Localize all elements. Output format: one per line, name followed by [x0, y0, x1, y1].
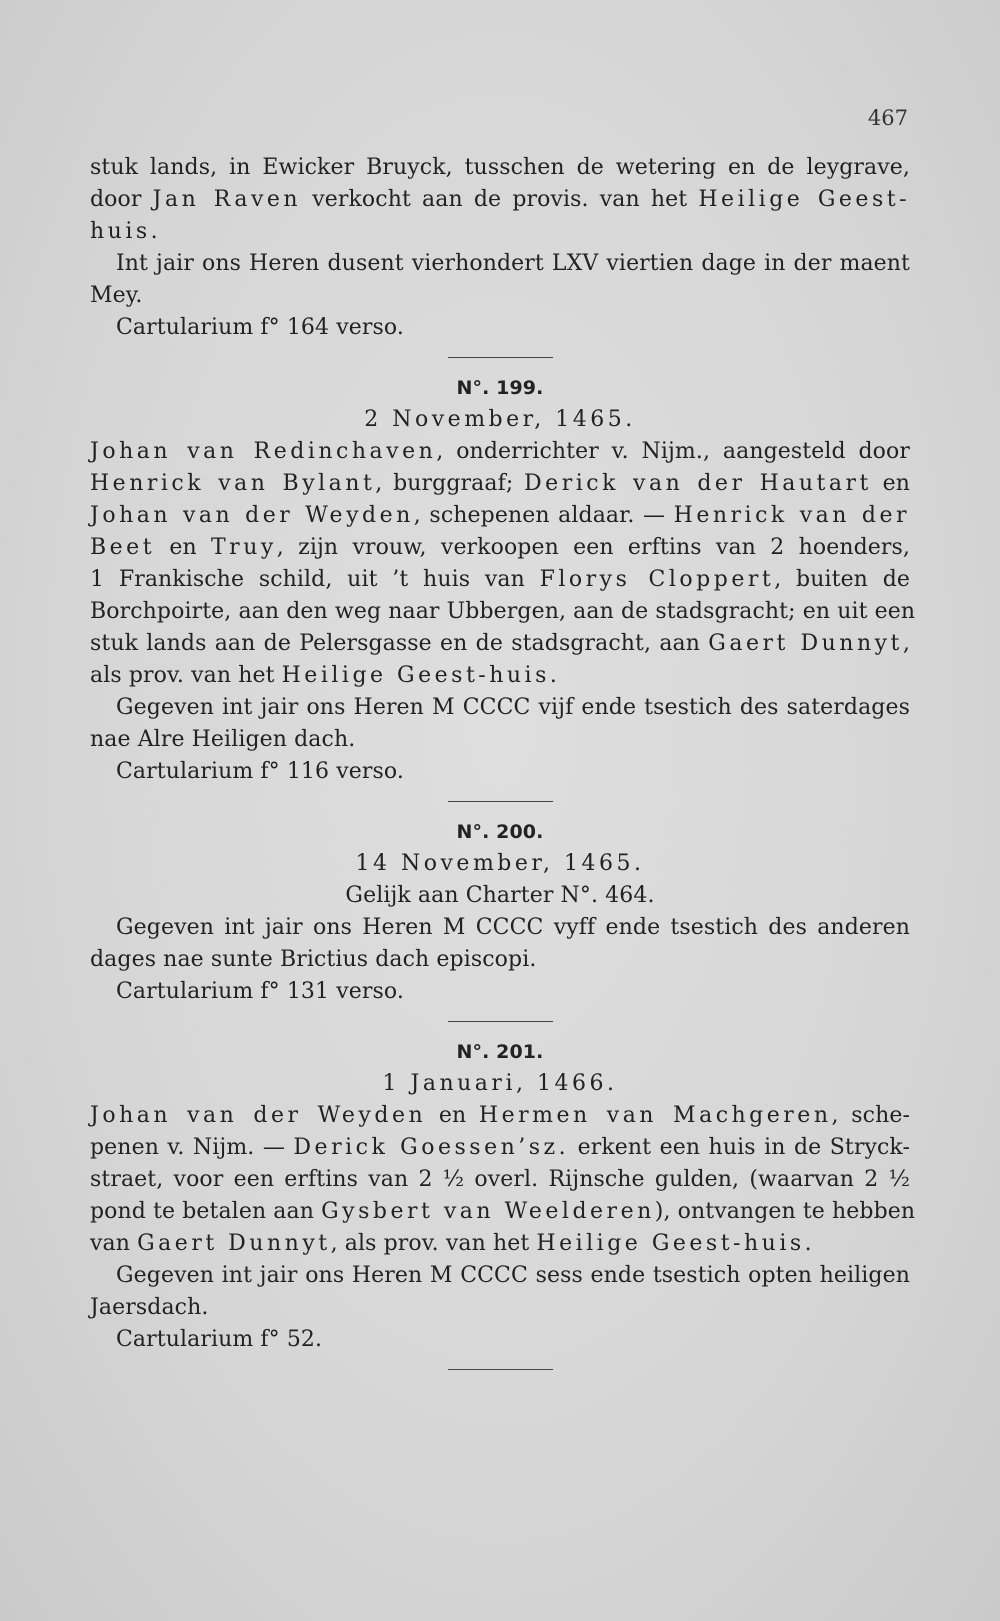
- entry-date: 1 Januari, 1466.: [382, 1071, 618, 1096]
- person-name: Johan van Redinchaven: [90, 439, 437, 464]
- text-line: [90, 660, 910, 692]
- person-name: Heilige Geest-huis: [281, 663, 550, 688]
- text-line: [90, 500, 910, 532]
- text-segment: , buiten de: [774, 567, 910, 592]
- separator-rule: [90, 344, 910, 372]
- text-segment: Borchpoirte, aan den weg naar Ubbergen, aan de stadsgracht; en uit een: [90, 599, 916, 624]
- entry-number: N°. 200.: [456, 821, 544, 843]
- person-name: Truy: [211, 535, 277, 560]
- person-name: Johan van der Weyden: [90, 503, 414, 528]
- text-line: nae Alre Heiligen dach.: [90, 727, 356, 752]
- person-name: Derick Goessen’sz.: [293, 1135, 570, 1160]
- text-segment: , zijn vrouw, verkoopen een erftins van 2 hoenders,: [276, 535, 910, 560]
- text-segment: , burggraaf;: [375, 471, 525, 496]
- person-name: Gaert Dunnyt: [708, 631, 903, 656]
- text-line: [90, 1164, 910, 1196]
- text-segment: .: [549, 663, 557, 688]
- person-name: Hermen van Machgeren: [478, 1103, 832, 1128]
- text-line: huis.: [90, 219, 162, 244]
- text-segment: stuk lands aan de Pelersgasse en de stadsgracht, aan: [90, 631, 709, 656]
- text-line: dages nae sunte Brictius dach episcopi.: [90, 947, 537, 972]
- text-line: Gegeven int jair ons Heren M CCCC vijf ende tsestich des saterdages: [116, 695, 910, 720]
- person-name: Johan van der Weyden: [90, 1103, 427, 1128]
- document-body: [90, 152, 916, 1384]
- entry-date: 14 November, 1465.: [355, 851, 645, 876]
- text-segment: penen v. Nijm. —: [90, 1135, 294, 1160]
- text-segment: van: [90, 1231, 138, 1256]
- source-reference: Cartularium f° 116 verso.: [116, 759, 404, 784]
- text-segment: , sche-: [831, 1103, 911, 1128]
- charter-reference: Gelijk aan Charter N°. 464.: [345, 883, 655, 908]
- text-segment: ), ontvangen te hebben: [654, 1199, 916, 1224]
- text-line: [90, 1228, 910, 1260]
- institution-name: Heilige Geest-: [698, 187, 911, 212]
- separator-rule: [90, 1008, 910, 1036]
- source-reference: Cartularium f° 131 verso.: [116, 979, 404, 1004]
- text-line: Int jair ons Heren dusent vierhondert LXV viertien dage in der maent: [116, 251, 910, 276]
- text-segment: .: [804, 1231, 812, 1256]
- text-segment: en: [871, 471, 910, 496]
- text-segment: en: [426, 1103, 479, 1128]
- text-segment: , onderrichter v. Nijm., aangesteld door: [436, 439, 910, 464]
- text-line: Mey.: [90, 283, 143, 308]
- text-segment: straet, voor een erftins van 2 ½ overl. Rijnsche gulden, (waarvan 2 ½: [90, 1167, 910, 1192]
- text-line: [90, 564, 910, 596]
- text-line: stuk lands, in Ewicker Bruyck, tusschen de wetering en de leygrave,: [90, 155, 910, 180]
- text-line: [90, 596, 916, 628]
- text-line: [90, 628, 910, 660]
- text-segment: als prov. van het: [90, 663, 282, 688]
- text-segment: erkent een huis in de Stryck-: [569, 1135, 910, 1160]
- entry-number: N°. 201.: [456, 1041, 544, 1063]
- entry-date: 2 November, 1465.: [364, 407, 636, 432]
- text-line: door Jan Raven verkocht aan de provis. van het Heilige Geest-: [90, 187, 911, 212]
- source-reference: Cartularium f° 52.: [116, 1327, 323, 1352]
- text-line: Gegeven int jair ons Heren M CCCC vyff ende tsestich des anderen: [116, 915, 910, 940]
- source-reference: Cartularium f° 164 verso.: [116, 315, 404, 340]
- person-name: Henrick van der: [673, 503, 910, 528]
- text-segment: ,: [902, 631, 910, 656]
- separator-rule: [90, 1356, 910, 1384]
- person-name: Heilige Geest-huis: [536, 1231, 805, 1256]
- text-line: [90, 532, 910, 564]
- text-line: Jaersdach.: [90, 1295, 209, 1320]
- person-name: Florys Cloppert: [539, 567, 775, 592]
- person-name: Henrick van Bylant: [90, 471, 376, 496]
- entry-body: [90, 436, 916, 692]
- text-segment: , als prov. van het: [330, 1231, 537, 1256]
- page-number: 467: [867, 106, 908, 130]
- entry-body: [90, 1100, 916, 1260]
- person-name: Gaert Dunnyt: [137, 1231, 331, 1256]
- person-name: Gysbert van Weelderen: [321, 1199, 655, 1224]
- text-line: [90, 1196, 916, 1228]
- text-line: [90, 468, 910, 500]
- text-line: [90, 436, 910, 468]
- text-line: [90, 1100, 910, 1132]
- person-name: Jan Raven: [152, 187, 302, 212]
- entry-number: N°. 199.: [456, 377, 544, 399]
- text-segment: pond te betalen aan: [90, 1199, 322, 1224]
- text-segment: 1 Frankische schild, uit ’t huis van: [90, 567, 540, 592]
- person-name: Derick van der Hautart: [524, 471, 872, 496]
- text-segment: , schepenen aldaar. —: [413, 503, 674, 528]
- text-line: Gegeven int jair ons Heren M CCCC sess ende tsestich opten heiligen: [116, 1263, 910, 1288]
- text-line: [90, 1132, 910, 1164]
- person-name: Beet: [90, 535, 156, 560]
- separator-rule: [90, 788, 910, 816]
- text-segment: en: [155, 535, 211, 560]
